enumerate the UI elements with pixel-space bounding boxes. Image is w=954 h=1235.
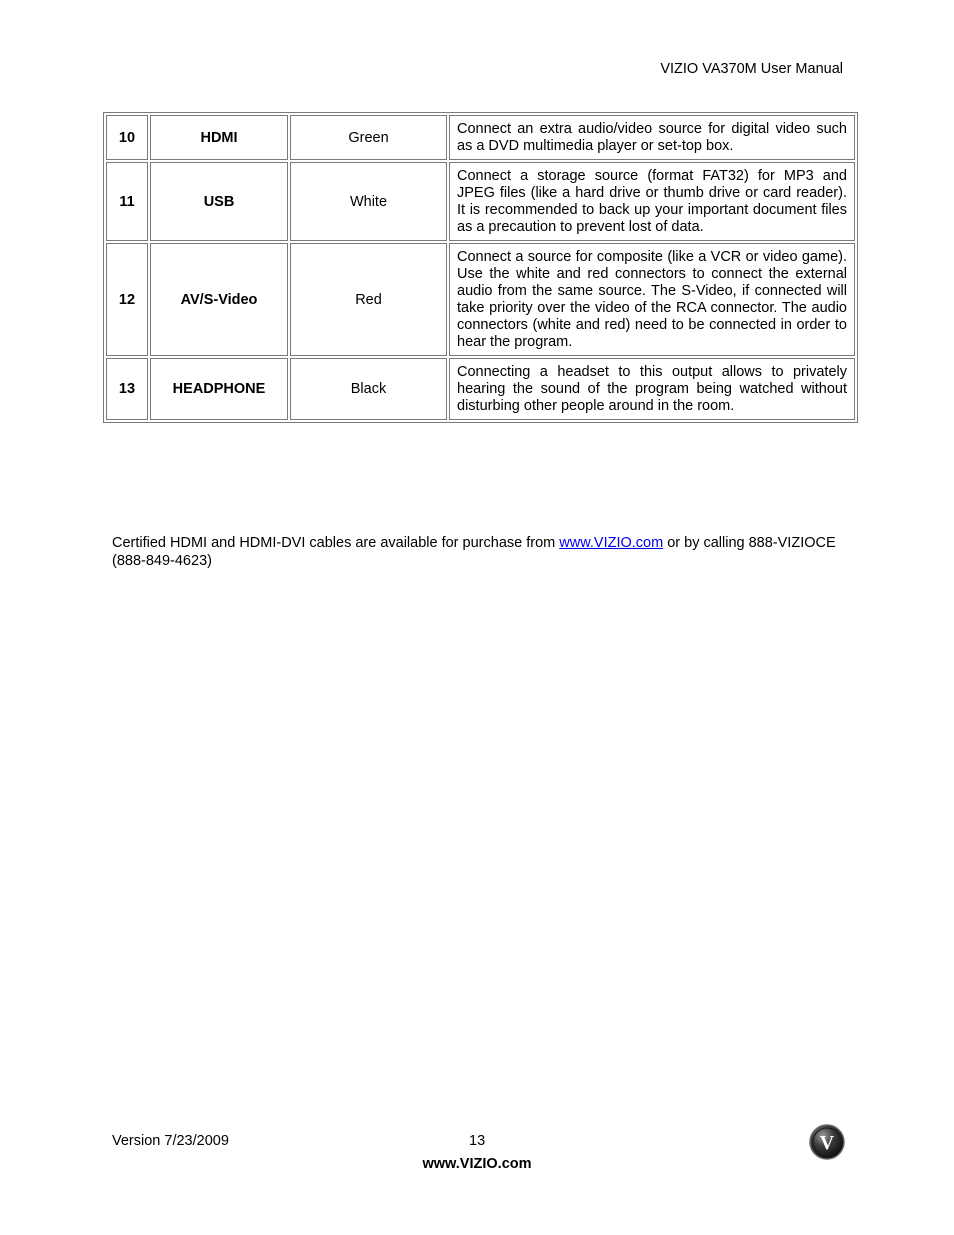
note-text-before: Certified HDMI and HDMI-DVI cables are available for purchase from [112,535,560,551]
manual-title: VIZIO VA370M User Manual [660,61,843,77]
port-color: Green [290,115,447,160]
port-color: Red [290,243,447,356]
port-number: 11 [106,162,148,241]
port-name: AV/S-Video [150,243,288,356]
vizio-website-link[interactable]: www.VIZIO.com [559,535,664,551]
port-description: Connect an extra audio/video source for digital video such as a DVD multimedia player or set-top box. [449,115,855,160]
vizio-v-logo-icon [808,1123,846,1161]
cable-purchase-note [112,534,846,570]
table-row [106,243,855,356]
ports-table [103,112,858,423]
table-row [106,115,855,160]
port-name: HDMI [150,115,288,160]
port-color: White [290,162,447,241]
port-description: Connect a storage source (format FAT32) for MP3 and JPEG files (like a hard drive or thumb drive or card reader). It is recommended to back up your important document files as a precaution to prevent lost of data. [449,162,855,241]
footer-version: Version 7/23/2009 [112,1133,229,1149]
port-number: 10 [106,115,148,160]
page-number: 13 [469,1133,486,1149]
footer-website: www.VIZIO.com [422,1156,532,1172]
port-color: Black [290,358,447,420]
port-description: Connect a source for composite (like a VCR or video game). Use the white and red connectors to connect the external audio from the same source. The S-Video, if connected will take priority over the video of the RCA connector. The audio connectors (white and red) need to be connected in order to hear the program. [449,243,855,356]
note-text-after: or by calling 888-VIZIOCE (888-849-4623) [112,535,836,569]
logo-letter: V [819,1132,835,1154]
port-name: USB [150,162,288,241]
port-number: 13 [106,358,148,420]
port-description: Connecting a headset to this output allows to privately hearing the sound of the program being watched without disturbing other people around in the room. [449,358,855,420]
table-row [106,358,855,420]
port-number: 12 [106,243,148,356]
port-name: HEADPHONE [150,358,288,420]
table-row [106,162,855,241]
